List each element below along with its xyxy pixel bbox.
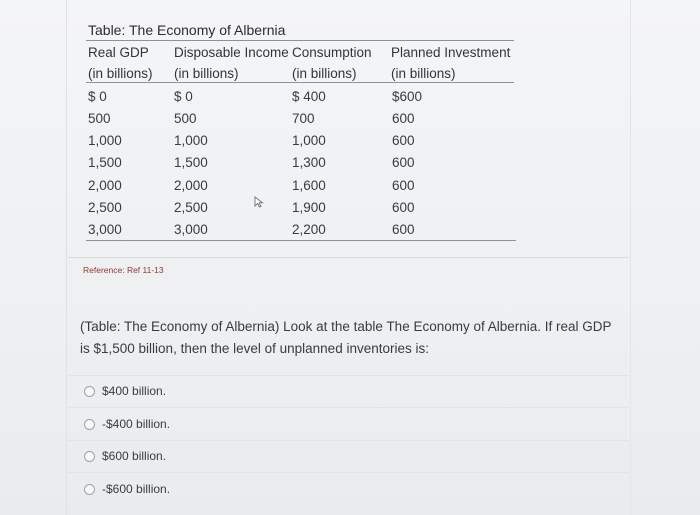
- header-real-gdp-unit: (in billions): [88, 66, 153, 81]
- answer-option-label: $600 billion.: [102, 449, 167, 463]
- radio-button[interactable]: [84, 484, 95, 495]
- table-cell: 600: [392, 178, 415, 193]
- header-consumption-unit: (in billions): [292, 66, 357, 81]
- table-cell: $ 400: [292, 89, 326, 104]
- answer-option-1[interactable]: [84, 384, 166, 398]
- table-header-rule: [86, 82, 514, 83]
- radio-button[interactable]: [84, 419, 95, 430]
- table-title: Table: The Economy of Albernia: [88, 22, 286, 38]
- content-frame-right-border: [630, 0, 631, 515]
- option-separator: [68, 472, 629, 473]
- table-cell: 1,000: [292, 133, 326, 148]
- header-real-gdp: Real GDP: [88, 45, 149, 60]
- header-planned-investment: Planned Investment: [391, 45, 511, 60]
- answer-option-4[interactable]: [84, 482, 170, 496]
- table-cell: 1,900: [292, 200, 326, 215]
- table-cell: 1,500: [88, 155, 122, 170]
- header-disposable-income-unit: (in billions): [174, 66, 239, 81]
- table-cell: 700: [292, 111, 315, 126]
- table-cell: 600: [392, 111, 415, 126]
- table-bottom-rule: [86, 240, 516, 241]
- table-cell: $ 0: [88, 89, 107, 104]
- radio-button[interactable]: [84, 386, 95, 397]
- section-divider: [68, 257, 629, 258]
- answer-option-label: -$400 billion.: [102, 417, 171, 431]
- answer-option-label: -$600 billion.: [102, 482, 171, 496]
- table-cell: 500: [174, 111, 197, 126]
- table-cell: 1,600: [292, 178, 326, 193]
- question-text: (Table: The Economy of Albernia) Look at the table The Economy of Albernia. If real GDP is $1,500 billion, then the level of unplanned inventories is:: [80, 319, 612, 356]
- mouse-cursor-icon: [253, 196, 265, 208]
- table-cell: 600: [392, 222, 415, 237]
- header-consumption: Consumption: [292, 45, 372, 60]
- answer-option-2[interactable]: [84, 417, 170, 431]
- table-cell: 2,000: [88, 178, 122, 193]
- table-cell: 2,500: [174, 200, 208, 215]
- radio-button[interactable]: [84, 451, 95, 462]
- reference-label: Reference: Ref 11-13: [83, 265, 164, 275]
- table-cell: 2,500: [88, 200, 122, 215]
- content-frame-left-border: [66, 0, 67, 515]
- table-cell: 1,000: [88, 133, 122, 148]
- table-cell: 3,000: [174, 222, 208, 237]
- option-separator: [68, 375, 629, 376]
- answer-option-3[interactable]: [84, 449, 166, 463]
- table-cell: $600: [392, 89, 423, 104]
- table-cell: 3,000: [88, 222, 122, 237]
- answer-option-label: $400 billion.: [102, 384, 167, 398]
- table-cell: 2,000: [174, 178, 208, 193]
- table-cell: 500: [88, 111, 111, 126]
- table-cell: 2,200: [292, 222, 326, 237]
- header-disposable-income: Disposable Income: [174, 45, 289, 60]
- header-planned-investment-unit: (in billions): [391, 66, 456, 81]
- table-cell: 1,500: [174, 155, 208, 170]
- table-cell: 600: [392, 200, 415, 215]
- table-cell: 1,300: [292, 155, 326, 170]
- table-cell: 600: [392, 133, 415, 148]
- table-cell: $ 0: [174, 89, 193, 104]
- option-separator: [68, 407, 629, 408]
- table-cell: 600: [392, 155, 415, 170]
- option-separator: [68, 440, 629, 441]
- table-cell: 1,000: [174, 133, 208, 148]
- table-top-rule: [86, 40, 514, 41]
